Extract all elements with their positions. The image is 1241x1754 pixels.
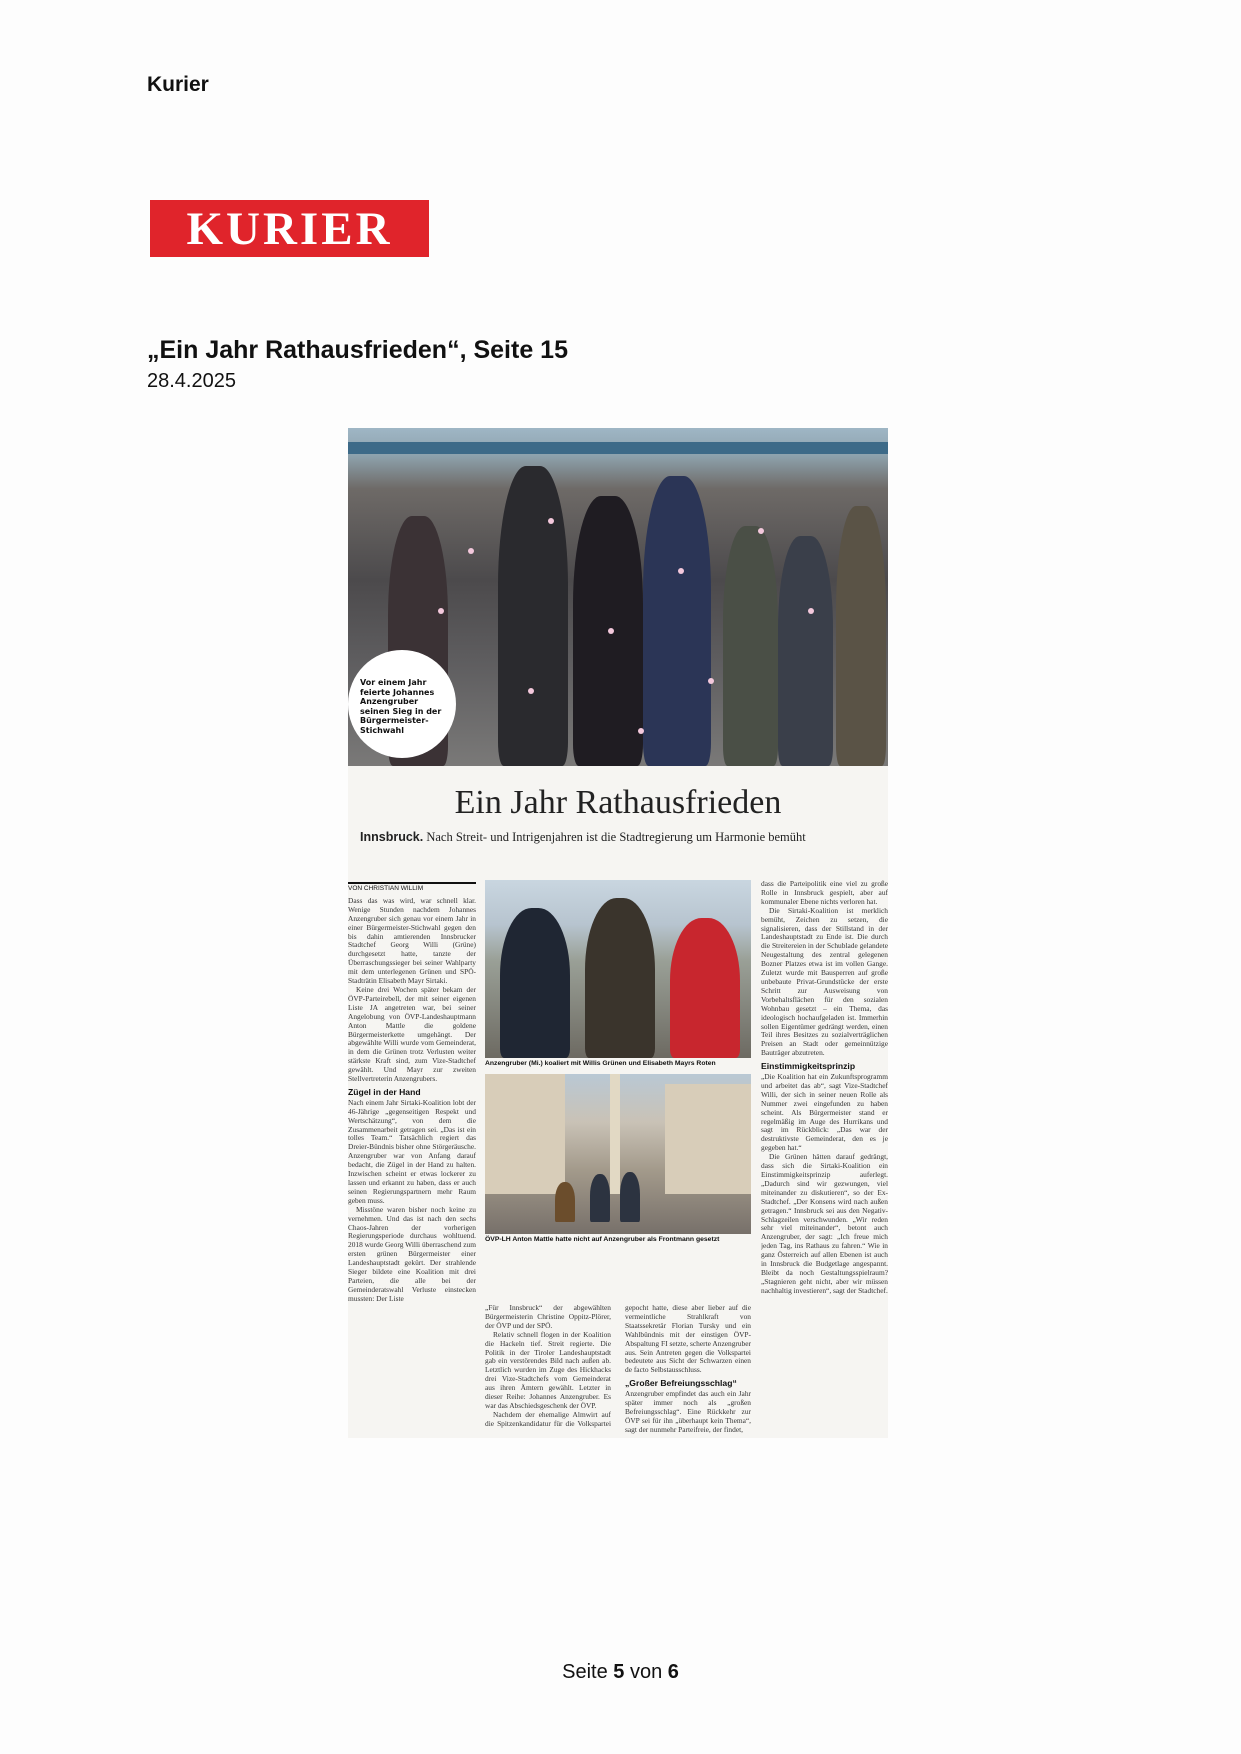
current-page-number: 5 xyxy=(613,1661,625,1683)
paragraph: Nachdem der ehemalige Almwirt auf die Spitzenkandidatur für die Volkspartei gepocht hatte, diese aber lieber auf die vermeintliche Strahlkraft von Staatssekretär Florian Tursky und ein Wahlbündnis mit der einstigen ÖVP-Abspaltung FI setzte, scherte Anzengruber aus. Sein Antreten gegen die Volkspartei bedeutete aus Sicht der Schwarzen einen de facto Selbstausschluss. xyxy=(485,1304,751,1428)
paragraph: Anzengruber empfindet das auch ein Jahr später immer noch als „großen Befreiungsschlag“. Eine Rückkehr zur ÖVP sei für ihn „überhaupt kein Thema“, sagt der nunmehr Parteifreie, der findet, xyxy=(625,1389,751,1434)
paragraph: Misstöne waren bisher noch keine zu vernehmen. Und das ist nach den sechs Chaos-Jahren der vorherigen Regierungsperiode durchaus wohltuend. 2018 wurde Georg Willi überraschend zum ersten grünen Bürgermeister einer Landeshauptstadt gekürt. Der strahlende Sieger bildete eine Koalition mit drei Parteien, die alle bei der Gemeinderatswahl Verluste einstecken mussten: Der Liste xyxy=(348,1204,476,1303)
article-columns-2-3 xyxy=(485,1304,751,1438)
paragraph: Dass das was wird, war schnell klar. Wenige Stunden nachdem Johannes Anzengruber sich genau vor einem Jahr in einer Bürgermeister-Stichwahl gegen den bis dahin amtierenden Innsbrucker Stadtchef Georg Willi (Grüne) durchgesetzt hatte, tanzte der Überraschungssieger bei seiner Wahlparty mit dem unterlegenen Grünen und SPÖ-Stadträtin Elisabeth Mayr Sirtaki. xyxy=(348,895,476,986)
article-column-4 xyxy=(761,880,888,1436)
teaser-place: Innsbruck. xyxy=(360,830,424,844)
clipping-headline: „Ein Jahr Rathausfrieden“, Seite 15 xyxy=(147,336,568,364)
paragraph: dass die Parteipolitik eine viel zu große Rolle in Innsbruck gespielt, aber auf kommunaler Ebene nichts verloren hat. xyxy=(761,880,888,906)
paragraph: „Für Innsbruck“ der abgewählten Bürgermeisterin Christine Oppitz-Plörer, der ÖVP und der SPÖ. xyxy=(485,1304,611,1330)
paragraph: Keine drei Wochen später bekam der ÖVP-Parteirebell, der mit seiner eigenen Liste JA angetreten war, bei seiner Angelobung von ÖVP-Landeshauptmann Anton Mattle die goldene Bürgermeisterkette umgehängt. Der abgewählte Willi wurde vom Gemeinderat, in dem die Grünen trotz Verlusten weiter stärkste Kraft sind, zum Vize-Stadtchef gewählt. Und Mayr zur zweiten Stellvertreterin Anzengrubers. xyxy=(348,984,476,1084)
photo-caption-bubble: Vor einem Jahr feierte Johannes Anzengruber seinen Sieg in der Bürgermeister-Stichwahl xyxy=(348,650,456,758)
article-title: Ein Jahr Rathausfrieden xyxy=(454,784,782,821)
paragraph: Nach einem Jahr Sirtaki-Koalition lobt der 46-Jährige „gegenseitigen Respekt und Wertschätzung“, von dem die Zusammenarbeit getragen sei. „Das ist ein tolles Team.“ Tatsächlich regiert das Dreier-Bündnis bisher ohne Störgeräusche. Anzengruber war von Anfang darauf bedacht, die Zügel in der Hand zu halten. Inzwischen scheint er etwas lockerer zu lassen und erkannt zu haben, dass er auch seinen Regierungspartnern mehr Raum geben muss. xyxy=(348,1097,476,1205)
photo-caption: ÖVP-LH Anton Mattle hatte nicht auf Anzengruber als Frontmann gesetzt xyxy=(485,1236,720,1243)
teaser-text: Nach Streit- und Intrigenjahren ist die Stadtregierung um Harmonie bemüht xyxy=(426,830,806,844)
newspaper-clipping xyxy=(348,428,888,1438)
byline: VON CHRISTIAN WILLIM xyxy=(348,882,476,894)
article-column-1 xyxy=(348,882,476,1432)
mattle-photo xyxy=(485,1074,751,1234)
paragraph: Relativ schnell flogen in der Koalition die Hackeln tief. Streit regierte. Die Politik in der Tiroler Landeshauptstadt gab ein verstörendes Bild nach außen ab. Letztlich wurden im Zuge des Hickhacks drei Vize-Stadtchefs vom Gemeinderat aus ihren Ämtern gewählt. Letzter in dieser Reihe: Johannes Anzengruber. Es war das Abschiedsgeschenk der ÖVP. xyxy=(485,1329,611,1410)
footer-prefix: Seite xyxy=(562,1661,614,1683)
photo-caption: Anzengruber (Mi.) koaliert mit Willis Grünen und Elisabeth Mayrs Roten xyxy=(485,1060,716,1067)
clipping-date: 28.4.2025 xyxy=(147,370,236,392)
paragraph: „Die Koalition hat ein Zukunftsprogramm und arbeitet das ab“, sagt Vize-Stadtchef Willi, der sich in seiner neuen Rolle als Nummer zwei eingefunden zu haben scheint. Als Bürgermeister stand er regelmäßig im Auge des Hurrikans und sagt im Rückblick: „Das war der destruktivste Gemeinderat, den es je gegeben hat.“ xyxy=(761,1072,888,1153)
subheading: Zügel in der Hand xyxy=(348,1086,421,1097)
page-footer xyxy=(0,1661,1241,1684)
article-teaser xyxy=(360,830,880,845)
celebration-photo xyxy=(348,428,888,766)
subheading: Einstimmigkeitsprinzip xyxy=(761,1061,856,1072)
subheading: „Großer Befreiungsschlag“ xyxy=(625,1378,737,1389)
paragraph: Die Grünen hätten darauf gedrängt, dass sich die Sirtaki-Koalition ein Einstimmigkeitsprinzip auferlegt. „Dadurch sind wir gezwungen, viel miteinander zu diskutieren“, so der Ex-Stadtchef. „Der Konsens wird nach außen getragen.“ Innsbruck sei aus den Negativ-Schlagzeilen verschwunden. „Wir reden sehr viel miteinander“, betont auch Anzengruber, der sagt: „Ich freue mich jeden Tag, ins Rathaus zu fahren.“ Wie in ganz Österreich auf allen Ebenen ist auch in Innsbruck die Budgetlage angespannt. Bleibt da noch Gestaltungsspielraum? „Stagnieren geht nicht, aber wir müssen nachhaltig investieren“, sagt der Stadtchef. xyxy=(761,1152,888,1295)
coalition-photo xyxy=(485,880,751,1058)
paragraph: Die Sirtaki-Koalition ist merklich bemüht, Zeichen zu setzen, die signalisieren, dass der Stillstand in der Landeshauptstadt zu Ende ist. Die durch die Streitereien in der Schublade gelandete Neugestaltung des zentral gelegenen Bozner Platzes etwa ist im vollen Gange. Zuletzt wurde mit Bausperren auf große unbebaute Privat-Grundstücke der erste Schritt zur Ausweisung von Vorbehaltsflächen für den sozialen Wohnbau gesetzt – ein Thema, das ideologisch hochaufgeladen ist. Immerhin sollen Eigentümer gedrängt werden, einen Teil ihres Besitzes zu sozialverträglichen Preisen an Stadt oder gemeinnützige Bauträger abzutreten. xyxy=(761,905,888,1058)
footer-middle: von xyxy=(624,1661,668,1683)
source-label: Kurier xyxy=(147,73,209,96)
kurier-logo: KURIER xyxy=(150,200,429,257)
total-pages: 6 xyxy=(667,1661,679,1683)
